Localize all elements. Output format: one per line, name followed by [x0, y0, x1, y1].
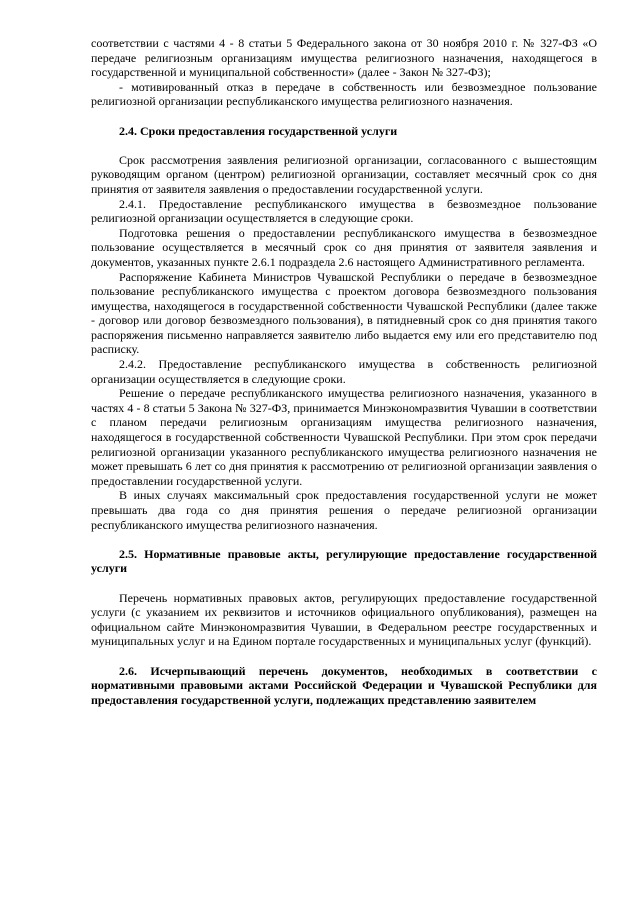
document-page — [91, 36, 597, 707]
section-2-5-heading: 2.5. Нормативные правовые акты, регулирующие предоставление государственной услуги — [91, 546, 597, 576]
section-2-4-body — [91, 153, 597, 532]
section-2-4-paragraph: 2.4.2. Предоставление республиканского имущества в собственность религиозной организации осуществляется в следующие сроки. — [91, 357, 597, 386]
intro-paragraph-1: соответствии с частями 4 - 8 статьи 5 Федерального закона от 30 ноября 2010 г. № 327-ФЗ «О передаче религиозным организациям имущества религиозного назначения, находящегося в государственной и муниципальной собственности» (далее - Закон № 327-ФЗ); — [91, 36, 597, 80]
section-2-4-paragraph: Распоряжение Кабинета Министров Чувашской Республики о передаче в безвозмездное пользование республиканского имущества с проектом договора безвозмездного пользования имущества, находящегося в государственной собственности Чувашской Республики (далее также - договор или договор безвозмездного пользования), в пятидневный срок со дня принятия такого распоряжения письменно направляется заявителю либо выдается ему или его представителю под расписку. — [91, 269, 597, 357]
section-2-4-paragraph: Срок рассмотрения заявления религиозной организации, согласованного с вышестоящим руководящим органом (центром) религиозной организации, составляет месячный срок со дня принятия от заявителя заявления о предоставлении государственной услуги. — [91, 152, 597, 196]
section-2-5-paragraph: Перечень нормативных правовых актов, регулирующих предоставление государственной услуги (с указанием их реквизитов и источников официального опубликования), размещен на официальном сайте Минэкономразвития Чувашии, в Федеральном реестре государственных и муниципальных услуг и на Едином портале государственных и муниципальных услуг (функций). — [91, 590, 597, 649]
section-2-5-body — [91, 591, 597, 649]
section-2-4-paragraph: 2.4.1. Предоставление республиканского имущества в безвозмездное пользование религиозной организации осуществляется в следующие сроки. — [91, 196, 597, 226]
section-2-4-paragraph: Подготовка решения о предоставлении республиканского имущества в безвозмездное пользование осуществляется в месячный срок со дня принятия от заявителя заявления и документов, указанных пункте 2.6.1 подраздела 2.6 настоящего Административного регламента. — [91, 225, 597, 269]
section-2-4-paragraph: Решение о передаче республиканского имущества религиозного назначения, указанного в частях 4 - 8 статьи 5 Закона № 327-ФЗ, принимается Минэкономразвития Чувашии в соответствии с планом передачи религиозным организациям имущества религиозного назначения, находящегося в государственной собственности Чувашской Республики. При этом срок передачи религиозной организации указанного республиканского имущества религиозного назначения не может превышать 6 лет со дня принятия к рассмотрению от религиозной организации заявления о предоставлении государственной услуги. — [91, 386, 597, 488]
intro-paragraph-2: - мотивированный отказ в передаче в собственность или безвозмездное пользование религиозной организации республиканского имущества религиозного назначения. — [91, 79, 597, 109]
section-2-6-heading: 2.6. Исчерпывающий перечень документов, необходимых в соответствии с нормативными правовыми актами Российской Федерации и Чувашской Республики для предоставления государственной услуги, подлежащих представлению заявителем — [91, 663, 597, 707]
section-2-4-paragraph: В иных случаях максимальный срок предоставления государственной услуги не может превышать два года со дня принятия решения о передаче религиозной организации республиканского имущества религиозного назначения. — [91, 488, 597, 532]
section-2-4-heading: 2.4. Сроки предоставления государственной услуги — [119, 123, 398, 138]
